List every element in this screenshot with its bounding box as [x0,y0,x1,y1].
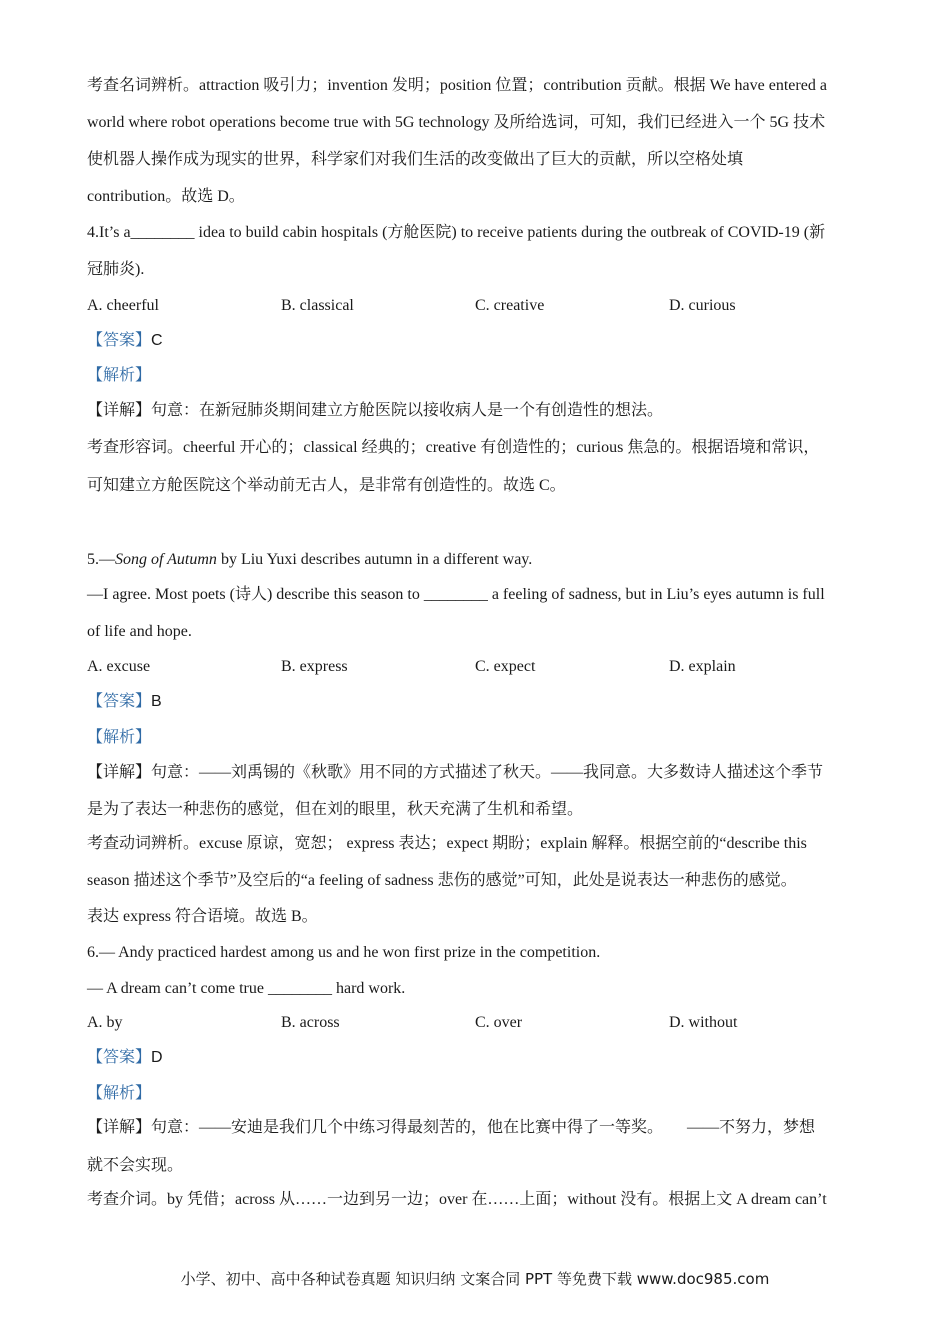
q5-explanation-line-2: season 描述这个季节”及空后的“a feeling of sadness 悲伤的感觉”可知，此处是说表达一种悲伤的感觉。 [87,872,797,889]
detail-text: 句意：——刘禹锡的《秋歌》用不同的方式描述了秋天。——我同意。大多数诗人描述这个季节 [151,764,824,781]
detail-label: 【详解】 [87,1119,152,1136]
q5-stem-line-3: of life and hope. [87,623,192,640]
q5-explanation-line-3: 表达 express 符合语境。故选 B。 [87,908,318,925]
q3-explanation-line-4: contribution。故选 D。 [87,188,245,205]
q3-explanation-line-3: 使机器人操作成为现实的世界，科学家们对我们生活的改变做出了巨大的贡献，所以空格处填 [87,151,744,168]
q4-option-d: D. curious [669,297,736,314]
q4-stem-line-2: 冠肺炎). [87,261,145,278]
q5-option-a: A. excuse [87,658,151,675]
q6-stem-line-2: — A dream can’t come true ________ hard work. [87,980,406,997]
q6-option-c: C. over [475,1014,523,1031]
answer-label: 【答案】 [87,693,152,710]
q5-stem-rest: by Liu Yuxi describes autumn in a different way. [216,551,533,568]
q5-detail-line-2: 是为了表达一种悲伤的感觉，但在刘的眼里，秋天充满了生机和希望。 [87,801,584,818]
q6-option-b: B. across [281,1014,340,1031]
q5-detail-line-1 [87,762,823,784]
q5-answer [87,691,162,713]
q4-analysis-label: 【解析】 [87,367,152,384]
q6-detail-line-1 [87,1117,815,1139]
q4-option-c: C. creative [475,297,545,314]
q6-detail-line-2: 就不会实现。 [87,1157,184,1174]
q6-option-a: A. by [87,1014,123,1031]
detail-label: 【详解】 [87,402,152,419]
q5-option-d: D. explain [669,658,736,675]
answer-value: D [151,1049,163,1066]
q6-explanation-line-1: 考查介词。by 凭借；across 从……一边到另一边；over 在……上面；without 没有。根据上文 A dream can’t [87,1191,827,1208]
q4-answer [87,330,163,352]
q5-option-c: C. expect [475,658,536,675]
q5-stem-line-2: —I agree. Most poets (诗人) describe this season to ________ a feeling of sadness, but in Liu’s eyes autumn is full [87,586,825,603]
q6-answer [87,1047,163,1069]
detail-label: 【详解】 [87,764,152,781]
q5-option-b: B. express [281,658,348,675]
q5-analysis-label: 【解析】 [87,729,152,746]
q5-poem-title: Song of Autumn [115,551,217,568]
answer-label: 【答案】 [87,332,152,349]
detail-text: 句意：在新冠肺炎期间建立方舱医院以接收病人是一个有创造性的想法。 [151,402,664,419]
page-footer: 小学、初中、高中各种试卷真题 知识归纳 文案合同 PPT 等免费下载 www.doc985.com [180,1270,770,1288]
q3-explanation-line-2: world where robot operations become true with 5G technology 及所给选词，可知，我们已经进入一个 5G 技术 [87,114,826,131]
q5-explanation-line-1: 考查动词辨析。excuse 原谅，宽恕； express 表达；expect 期盼；explain 解释。根据空前的“describe this [87,835,807,852]
q3-explanation-line-1: 考查名词辨析。attraction 吸引力；invention 发明；position 位置；contribution 贡献。根据 We have entered a [87,77,827,94]
q4-option-a: A. cheerful [87,297,159,314]
q4-explanation-line-1: 考查形容词。cheerful 开心的；classical 经典的；creative 有创造性的；curious 焦急的。根据语境和常识， [87,439,820,456]
q4-option-b: B. classical [281,297,354,314]
detail-text: 句意：——安迪是我们几个中练习得最刻苦的，他在比赛中得了一等奖。 ——不努力，梦想 [151,1119,816,1136]
answer-value: B [151,693,162,710]
q5-number: 5.— [87,551,115,568]
answer-label: 【答案】 [87,1049,152,1066]
q4-stem-line-1: 4.It’s a________ idea to build cabin hospitals (方舱医院) to receive patients during the outbreak of COVID-19 (新 [87,224,826,241]
q6-option-d: D. without [669,1014,738,1031]
q6-analysis-label: 【解析】 [87,1085,152,1102]
answer-value: C [151,332,163,349]
q4-detail [87,400,663,422]
q4-explanation-line-2: 可知建立方舱医院这个举动前无古人，是非常有创造性的。故选 C。 [87,477,566,494]
q6-stem-line-1: 6.— Andy practiced hardest among us and he won first prize in the competition. [87,944,601,961]
q5-stem-line-1 [87,549,532,571]
